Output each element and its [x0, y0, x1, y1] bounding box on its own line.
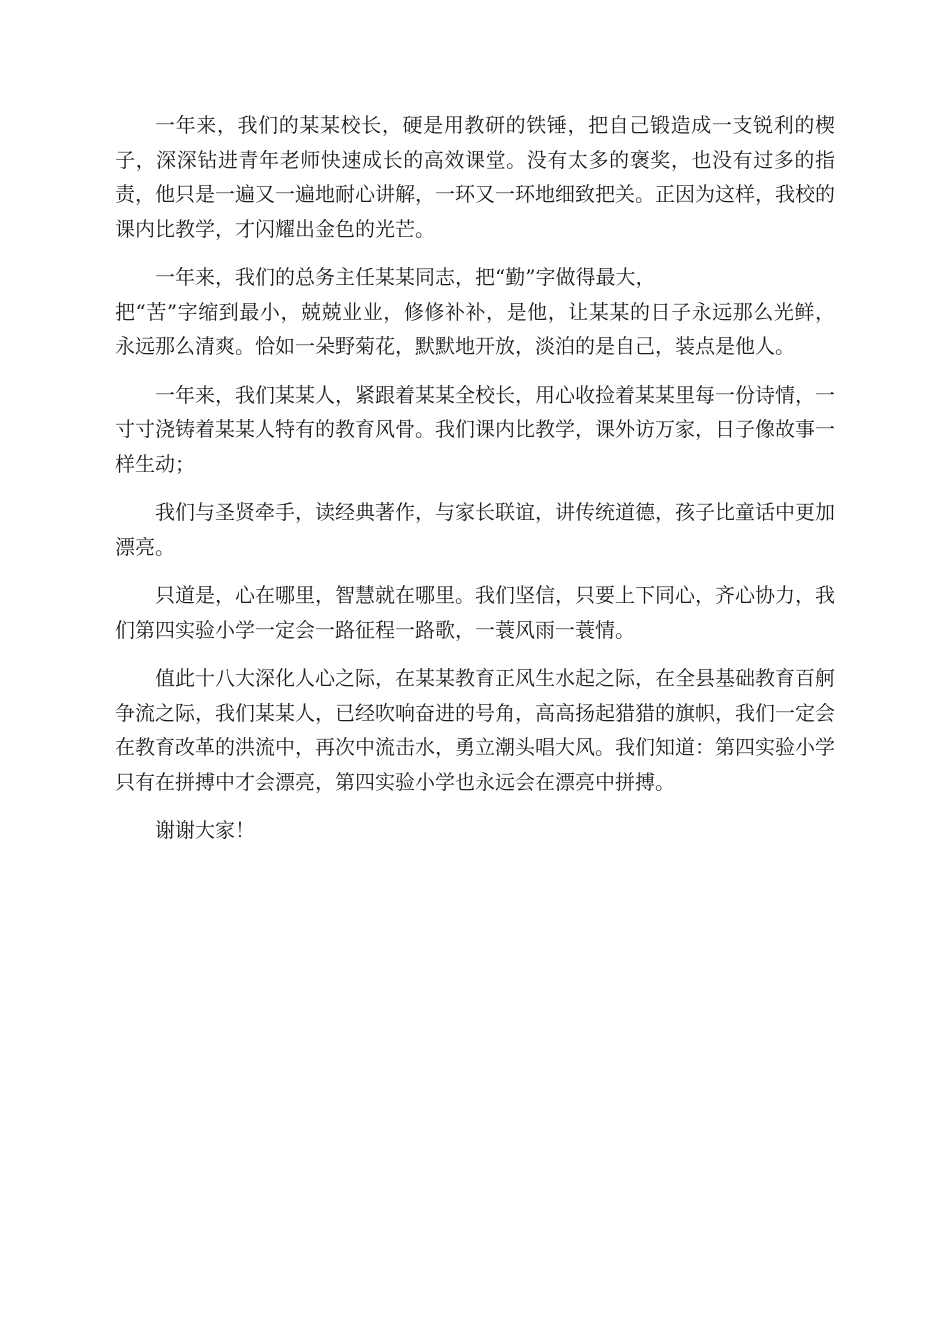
paragraph-thanks: 谢谢大家！	[155, 818, 255, 842]
paragraph-wisdom: 只道是，心在哪里，智慧就在哪里。我们坚信，只要上下同心，齐心协力，我们第四实验小学一定会一路征程一路歌，一蓑风雨一蓑情。	[115, 583, 835, 642]
paragraph-director-continued: 把“苦”字缩到最小，兢兢业业，修修补补，是他，让某某的日子永远那么光鲜，永远那么清爽。恰如一朵野菊花，默默地开放，淡泊的是自己，装点是他人。	[115, 299, 835, 358]
paragraph-congress: 值此十八大深化人心之际，在某某教育正风生水起之际，在全县基础教育百舸争流之际，我们某某人，已经吹响奋进的号角，高高扬起猎猎的旗帜，我们一定会在教育改革的洪流中，再次中流击水，勇立潮头唱大风。我们知道：第四实验小学只有在拼搏中才会漂亮，第四实验小学也永远会在漂亮中拼搏。	[115, 666, 835, 794]
paragraph-director-start: 一年来，我们的总务主任某某同志，把“勤”字做得最大，	[155, 265, 656, 289]
paragraph-principal: 一年来，我们的某某校长，硬是用教研的铁锤，把自己锻造成一支锐利的楔子，深深钻进青年老师快速成长的高效课堂。没有太多的褒奖，也没有过多的指责，他只是一遍又一遍地耐心讲解，一环又一环地细致把关。正因为这样，我校的课内比教学，才闪耀出金色的光芒。	[115, 113, 835, 241]
paragraph-school-people: 一年来，我们某某人，紧跟着某某全校长，用心收捡着某某里每一份诗情，一寸寸浇铸着某某人特有的教育风骨。我们课内比教学，课外访万家，日子像故事一样生动；	[115, 382, 835, 476]
paragraph-sages: 我们与圣贤牵手，读经典著作，与家长联谊，讲传统道德，孩子比童话中更加漂亮。	[115, 500, 835, 559]
document-body	[115, 108, 835, 862]
